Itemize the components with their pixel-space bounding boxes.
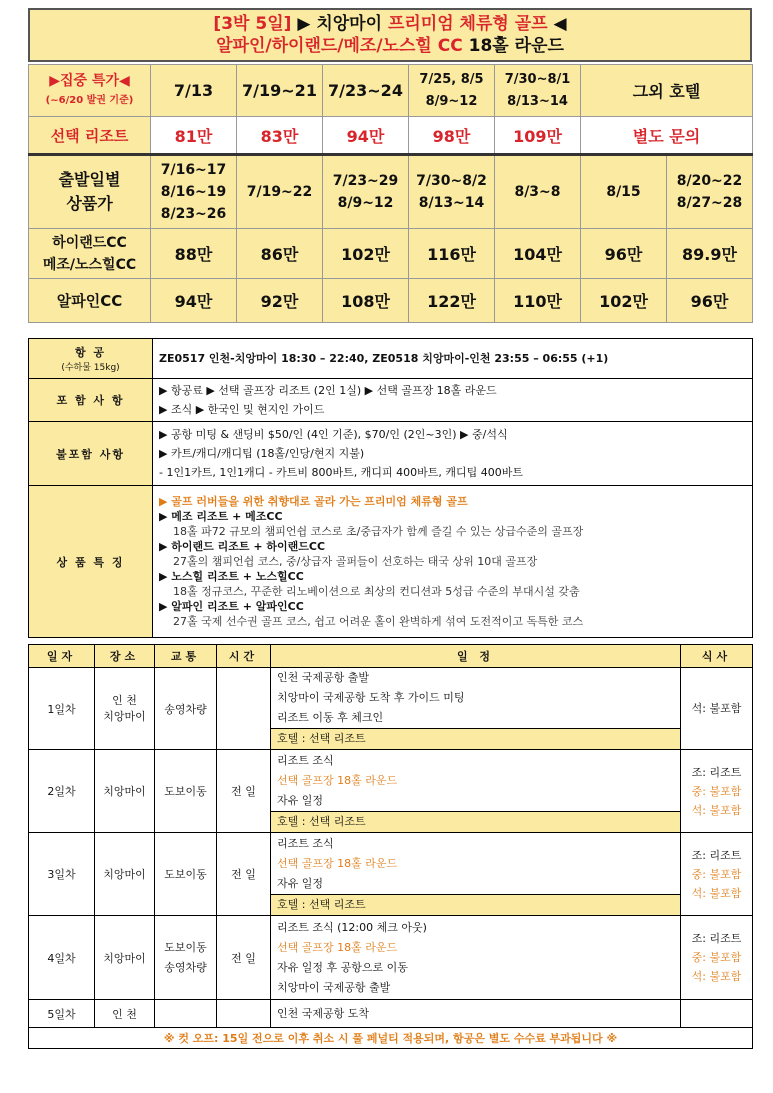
notice-row <box>29 1028 753 1049</box>
title-rounds: 18홀 라운드 <box>468 36 564 56</box>
day-time: 전 일 <box>217 916 271 1000</box>
title-line-2 <box>30 35 750 57</box>
day-label: 2일차 <box>29 750 95 833</box>
meal-lunch: 중: 불포함 <box>691 867 742 881</box>
feature-cell <box>153 486 753 638</box>
plan-line: 자유 일정 <box>277 793 324 807</box>
title-product: 프리미엄 체류형 골프 <box>387 14 548 34</box>
highland-price-row <box>29 229 753 279</box>
resort-price: 109만 <box>495 117 581 155</box>
resort-label: 선택 리조트 <box>29 117 151 155</box>
special-date: 7/23~24 <box>323 65 409 117</box>
special-date: 7/30~8/1 8/13~14 <box>495 65 581 117</box>
header-transport: 교통 <box>155 645 217 668</box>
exclude-line: ▶ 카트/캐디/캐디팁 (18홀/인당/현지 지불) <box>159 447 365 460</box>
special-label: ▶집중 특가◀ <box>49 72 130 89</box>
flight-note: (수하물 15kg) <box>61 363 120 373</box>
meal-dinner: 석: 불포함 <box>691 970 742 983</box>
feature-head: ▶ 알파인 리조트 + 알파인CC <box>159 600 304 613</box>
departure-dates-row <box>29 155 753 229</box>
day-place: 치앙마이 <box>95 916 155 1000</box>
alpine-price: 108만 <box>323 279 409 323</box>
include-line: ▶ 항공료 ▶ 선택 골프장 리조트 (2인 1실) ▶ 선택 골프장 18홀 라운드 <box>159 384 497 397</box>
title-duration: [3박 5일] <box>213 14 292 34</box>
schedule-row-day3 <box>29 833 753 895</box>
plan-line: 선택 골프장 18홀 라운드 <box>277 940 398 954</box>
arrow-right-icon: ▶ <box>297 14 311 34</box>
day-meals <box>681 1000 753 1028</box>
title-banner <box>28 8 752 62</box>
special-dates-row <box>29 65 753 117</box>
departure-label-2: 상품가 <box>66 194 113 213</box>
resort-price: 81만 <box>151 117 237 155</box>
day-time <box>217 1000 271 1028</box>
special-note: (~6/20 발권 기준) <box>45 94 134 106</box>
departure-label-cell <box>29 155 151 229</box>
feature-intro: ▶ 골프 러버들을 위한 취향대로 골라 가는 프리미엄 체류형 골프 <box>159 495 468 508</box>
day-plan <box>271 668 681 729</box>
schedule-row-day2 <box>29 750 753 812</box>
header-time: 시간 <box>217 645 271 668</box>
special-date: 7/25, 8/5 8/9~12 <box>409 65 495 117</box>
schedule-table <box>28 644 753 1049</box>
highland-label-cell <box>29 229 151 279</box>
day-meals <box>681 750 753 833</box>
plan-line: 치앙마이 국제공항 출발 <box>277 980 391 994</box>
header-plan: 일 정 <box>271 645 681 668</box>
day-transport: 도보이동 송영차량 <box>155 916 217 1000</box>
schedule-row-day1 <box>29 668 753 729</box>
meal-lunch: 중: 불포함 <box>691 784 742 798</box>
departure-date: 7/19~22 <box>237 155 323 229</box>
exclude-line: ▶ 공항 미팅 & 샌딩비 $50/인 (4인 기준), $70/인 (2인~3인) ▶ 중/석식 <box>159 428 508 441</box>
alpine-price: 110만 <box>495 279 581 323</box>
exclude-label: 불포함 사항 <box>29 422 153 486</box>
schedule-row-day5 <box>29 1000 753 1028</box>
plan-line: 리조트 조식 <box>277 836 334 850</box>
departure-label-1: 출발일별 <box>58 170 121 189</box>
day-label: 5일차 <box>29 1000 95 1028</box>
plan-line: 리조트 조식 (12:00 체크 아웃) <box>277 920 427 934</box>
feature-label: 상 품 특 징 <box>29 486 153 638</box>
departure-date: 7/23~29 8/9~12 <box>323 155 409 229</box>
resort-price: 94만 <box>323 117 409 155</box>
highland-price: 104만 <box>495 229 581 279</box>
day-plan <box>271 1000 681 1028</box>
day-transport: 송영차량 <box>155 668 217 750</box>
plan-line: 인천 국제공항 도착 <box>277 1006 370 1020</box>
departure-date: 8/3~8 <box>495 155 581 229</box>
title-city: 치앙마이 <box>316 14 383 34</box>
day-plan <box>271 833 681 895</box>
highland-label-2: 메조/노스힐CC <box>42 256 137 273</box>
day-plan <box>271 916 681 1000</box>
meal-lunch: 중: 불포함 <box>691 951 742 964</box>
highland-price: 89.9만 <box>667 229 753 279</box>
highland-price: 102만 <box>323 229 409 279</box>
flight-label: 항 공 <box>74 346 107 359</box>
meal-dinner: 석: 불포함 <box>691 702 742 715</box>
feature-head: ▶ 노스힐 리조트 + 노스힐CC <box>159 570 304 583</box>
exclude-line: - 1인1카트, 1인1캐디 - 카트비 800바트, 캐디피 400바트, 캐디팁 400바트 <box>159 466 524 479</box>
title-line-1 <box>30 13 750 35</box>
special-date: 7/19~21 <box>237 65 323 117</box>
plan-line: 리조트 조식 <box>277 753 334 767</box>
exclude-cell <box>153 422 753 486</box>
day-hotel: 호텔 : 선택 리조트 <box>271 895 681 916</box>
day-place: 인 천 <box>95 1000 155 1028</box>
highland-label-1: 하이랜드CC <box>52 234 127 251</box>
day-meals <box>681 833 753 916</box>
flight-label-cell <box>29 339 153 379</box>
alpine-price: 92만 <box>237 279 323 323</box>
alpine-price: 96만 <box>667 279 753 323</box>
day-hotel: 호텔 : 선택 리조트 <box>271 729 681 750</box>
day-place: 인 천 치앙마이 <box>95 668 155 750</box>
include-line: ▶ 조식 ▶ 한국인 및 현지인 가이드 <box>159 403 325 416</box>
plan-line: 리조트 이동 후 체크인 <box>277 711 384 724</box>
schedule-row-day4 <box>29 916 753 1000</box>
day-plan <box>271 750 681 812</box>
plan-line: 인천 국제공항 출발 <box>277 671 370 684</box>
departure-date: 8/15 <box>581 155 667 229</box>
special-label-cell <box>29 65 151 117</box>
price-table <box>28 64 753 323</box>
plan-line: 치앙마이 국제공항 도착 후 가이드 미팅 <box>277 691 465 704</box>
meal-dinner: 석: 불포함 <box>691 886 742 900</box>
special-date: 7/13 <box>151 65 237 117</box>
flight-text: ZE0517 인천-치앙마이 18:30 – 22:40, ZE0518 치앙마이-인천 23:55 – 06:55 (+1) <box>153 339 753 379</box>
flight-row <box>29 339 753 379</box>
special-other-hotel: 그외 호텔 <box>581 65 753 117</box>
meal-breakfast: 조: 리조트 <box>691 765 742 779</box>
alpine-label: 알파인CC <box>29 279 151 323</box>
resort-price-inquiry: 별도 문의 <box>581 117 753 155</box>
plan-line: 자유 일정 <box>277 876 324 890</box>
feature-desc: 27홀 국제 선수권 골프 코스, 쉽고 어려운 홀이 완벽하게 섞여 도전적이고 독특한 코스 <box>173 615 584 628</box>
feature-head: ▶ 메조 리조트 + 메조CC <box>159 510 283 523</box>
day-label: 3일차 <box>29 833 95 916</box>
day-label: 4일차 <box>29 916 95 1000</box>
day-time: 전 일 <box>217 750 271 833</box>
highland-price: 96만 <box>581 229 667 279</box>
departure-date: 7/30~8/2 8/13~14 <box>409 155 495 229</box>
day-transport <box>155 1000 217 1028</box>
day-transport: 도보이동 <box>155 750 217 833</box>
header-meal: 식사 <box>681 645 753 668</box>
header-day: 일자 <box>29 645 95 668</box>
day-place: 치앙마이 <box>95 750 155 833</box>
day-time: 전 일 <box>217 833 271 916</box>
highland-price: 88만 <box>151 229 237 279</box>
highland-price: 86만 <box>237 229 323 279</box>
meal-breakfast: 조: 리조트 <box>691 932 742 945</box>
feature-head: ▶ 하이랜드 리조트 + 하이랜드CC <box>159 540 326 553</box>
info-table <box>28 338 753 638</box>
include-label: 포 함 사 항 <box>29 379 153 422</box>
day-time <box>217 668 271 750</box>
alpine-price: 102만 <box>581 279 667 323</box>
arrow-left-icon: ◀ <box>553 14 567 34</box>
resort-price: 98만 <box>409 117 495 155</box>
alpine-price-row <box>29 279 753 323</box>
highland-price: 116만 <box>409 229 495 279</box>
feature-row <box>29 486 753 638</box>
alpine-price: 94만 <box>151 279 237 323</box>
include-cell <box>153 379 753 422</box>
feature-desc: 18홀 파72 규모의 챔피언쉽 코스로 초/중급자가 함께 즐길 수 있는 상급수준의 골프장 <box>173 525 584 538</box>
resort-price-row <box>29 117 753 155</box>
meal-breakfast: 조: 리조트 <box>691 848 742 862</box>
header-place: 장소 <box>95 645 155 668</box>
day-place: 치앙마이 <box>95 833 155 916</box>
day-label: 1일차 <box>29 668 95 750</box>
exclude-row <box>29 422 753 486</box>
resort-price: 83만 <box>237 117 323 155</box>
plan-line: 자유 일정 후 공항으로 이동 <box>277 960 408 974</box>
day-hotel: 호텔 : 선택 리조트 <box>271 812 681 833</box>
day-meals <box>681 668 753 750</box>
feature-desc: 27홀의 챔피언쉽 코스, 중/상급자 골퍼들이 선호하는 태국 상위 10대 골프장 <box>173 555 538 568</box>
departure-date: 8/20~22 8/27~28 <box>667 155 753 229</box>
plan-line: 선택 골프장 18홀 라운드 <box>277 856 398 870</box>
meal-dinner: 석: 불포함 <box>691 803 742 817</box>
plan-line: 선택 골프장 18홀 라운드 <box>277 773 398 787</box>
day-transport: 도보이동 <box>155 833 217 916</box>
alpine-price: 122만 <box>409 279 495 323</box>
departure-date: 7/16~17 8/16~19 8/23~26 <box>151 155 237 229</box>
feature-desc: 18홀 정규코스, 꾸준한 리노베이션으로 최상의 컨디션과 5성급 수준의 부대시설 갖춤 <box>173 585 580 598</box>
schedule-header-row <box>29 645 753 668</box>
day-meals <box>681 916 753 1000</box>
include-row <box>29 379 753 422</box>
cutoff-notice: ※ 컷 오프: 15일 전으로 이후 취소 시 풀 페널티 적용되며, 항공은 별도 수수료 부과됩니다 ※ <box>29 1028 753 1049</box>
title-courses: 알파인/하이랜드/메조/노스힐 CC <box>216 36 463 56</box>
